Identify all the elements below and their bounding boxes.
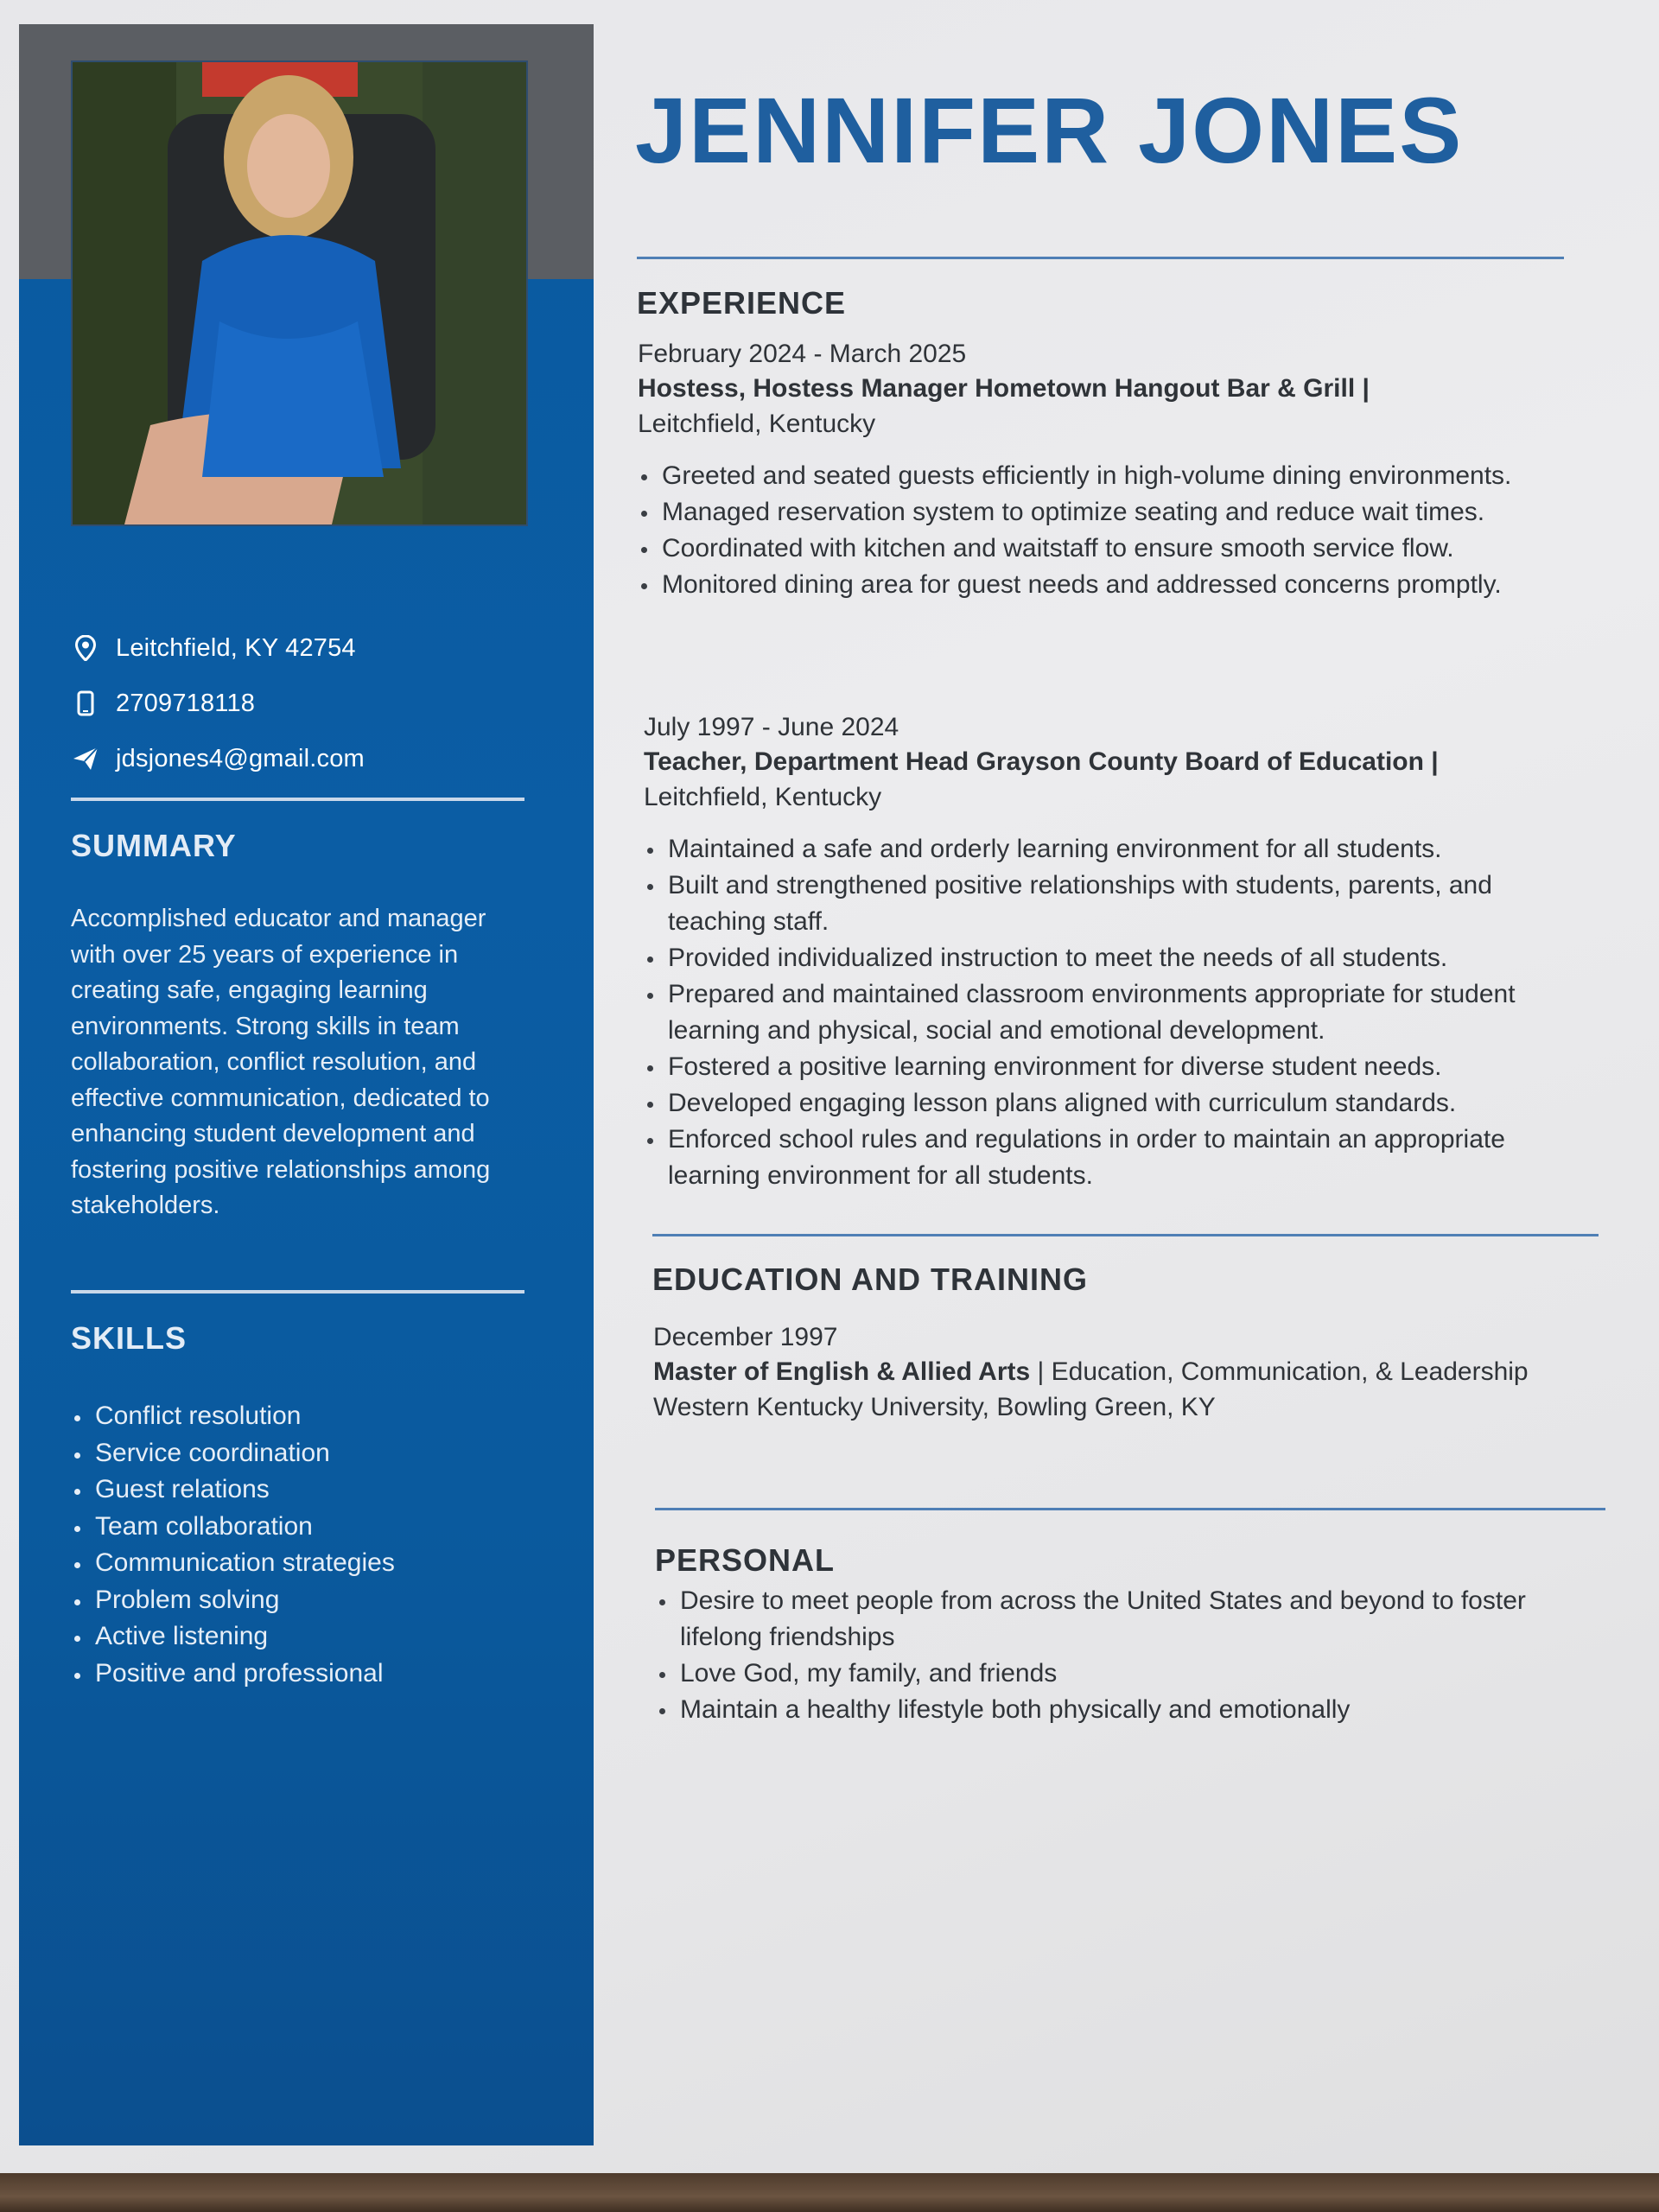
job-entry [644,710,1581,1194]
summary-heading: SUMMARY [71,828,237,863]
contact-email [71,731,537,786]
phone-text[interactable]: 2709718118 [116,689,256,717]
skill-item: Communication strategies [71,1545,537,1582]
job-bullets [644,831,1581,1194]
job-bullet: Prepared and maintained classroom environments appropriate for student learning and physical, social and emotional development. [644,976,1581,1049]
experience-heading: EXPERIENCE [637,285,847,321]
location-pin-icon [71,633,100,663]
job-bullet: Coordinated with kitchen and waitstaff to ensure smooth service flow. [638,531,1571,567]
location-text: Leitchfield, KY 42754 [116,633,356,662]
experience-divider [637,257,1564,259]
job-bullet: Monitored dining area for guest needs and addressed concerns promptly. [638,567,1571,603]
phone-icon [71,689,100,718]
personal-list [656,1583,1606,1728]
job-entry [638,337,1571,603]
skill-item: Problem solving [71,1582,537,1619]
personal-divider [655,1508,1605,1510]
education-divider [652,1234,1599,1236]
profile-photo-image [73,62,526,524]
personal-item: Maintain a healthy lifestyle both physically and emotionally [656,1692,1606,1728]
skill-item: Active listening [71,1618,537,1656]
job-location: Leitchfield, Kentucky [644,783,882,811]
profile-photo [71,60,528,526]
education-degree: Master of English & Allied Arts [653,1357,1031,1386]
skill-item: Guest relations [71,1471,537,1509]
education-date: December 1997 [653,1323,838,1351]
job-bullets [638,458,1571,603]
contact-block [71,620,537,786]
table-surface [0,2173,1659,2212]
education-heading: EDUCATION AND TRAINING [652,1262,1088,1297]
job-bullet: Enforced school rules and regulations in order to maintain an appropriate learning environment for all students. [644,1122,1581,1194]
education-school: Western Kentucky University, Bowling Green, KY [653,1393,1216,1421]
skills-heading: SKILLS [71,1320,188,1356]
skills-list [71,1398,537,1692]
personal-item: Desire to meet people from across the United States and beyond to foster lifelong friendships [656,1583,1606,1656]
job-bullet: Maintained a safe and orderly learning environment for all students. [644,831,1581,868]
summary-divider [71,798,524,801]
job-dates: February 2024 - March 2025 [638,340,967,368]
job-bullet: Built and strengthened positive relationships with students, parents, and teaching staff. [644,868,1581,940]
skill-item: Service coordination [71,1435,537,1472]
sidebar [19,24,594,2145]
job-bullet: Fostered a positive learning environment for diverse student needs. [644,1049,1581,1085]
job-location: Leitchfield, Kentucky [638,410,876,438]
education-degree-line [653,1355,1595,1389]
skills-divider [71,1290,524,1294]
job-title: Teacher, Department Head Grayson County Board of Education | [644,747,1439,776]
applicant-name: JENNIFER JONES [635,78,1464,182]
paper-plane-icon [71,744,100,773]
contact-phone [71,676,537,731]
job-bullet: Managed reservation system to optimize seating and reduce wait times. [638,494,1571,531]
job-bullet: Developed engaging lesson plans aligned with curriculum standards. [644,1085,1581,1122]
summary-text: Accomplished educator and manager with over 25 years of experience in creating safe, engaging learning environments. Strong skills in team collaboration, conflict resolution, and effective communication, dedicated to enhancing student development and fostering positive relationships among stakeholders. [71,905,491,1219]
job-bullet: Greeted and seated guests efficiently in high-volume dining environments. [638,458,1571,494]
personal-heading: PERSONAL [655,1542,836,1578]
job-dates: July 1997 - June 2024 [644,713,899,741]
personal-entry [656,1583,1606,1728]
skill-item: Conflict resolution [71,1398,537,1435]
skill-item: Positive and professional [71,1656,537,1693]
personal-item: Love God, my family, and friends [656,1656,1606,1692]
education-entry [653,1320,1595,1426]
job-bullet: Provided individualized instruction to meet the needs of all students. [644,940,1581,976]
email-text[interactable]: jdsjones4@gmail.com [116,744,365,772]
contact-location [71,620,537,676]
job-title: Hostess, Hostess Manager Hometown Hangout Bar & Grill | [638,374,1370,403]
education-field: | Education, Communication, & Leadership [1030,1357,1529,1386]
skill-item: Team collaboration [71,1509,537,1546]
